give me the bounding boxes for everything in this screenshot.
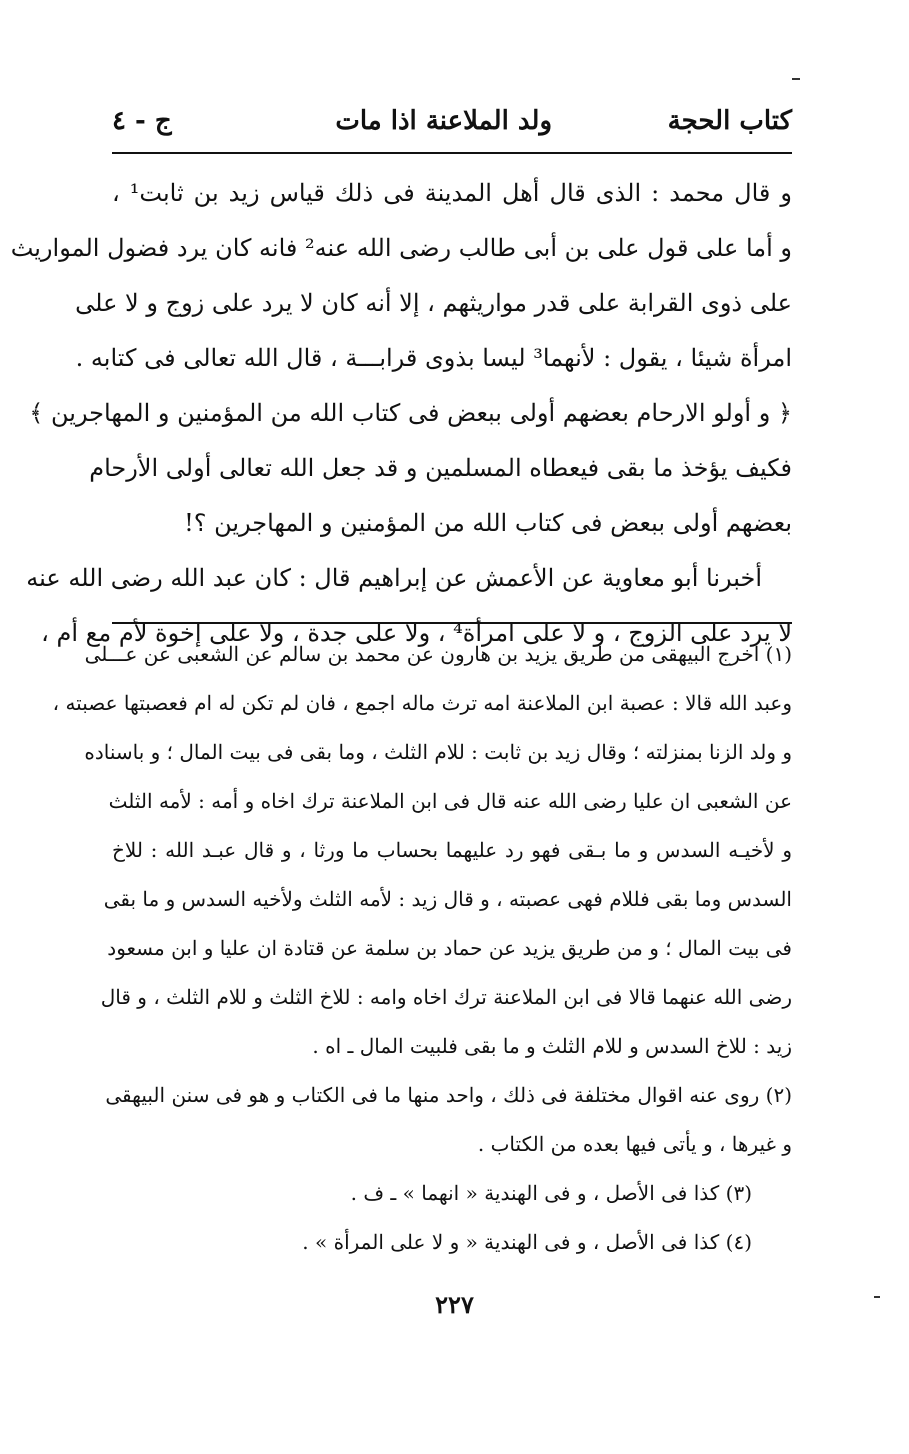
footnote-line: (٤) كذا فى الأصل ، و فى الهندية « و لا على المرأة » . (302, 1230, 752, 1254)
scan-speck (792, 78, 800, 80)
page-number: ٢٢٧ (435, 1290, 474, 1319)
main-text (10, 166, 792, 661)
footnote-line: (٣) كذا فى الأصل ، و فى الهندية « انهما » ـ ف . (350, 1181, 752, 1205)
footnote-line: عن الشعبى ان عليا رضى الله عنه قال فى ابن الملاعنة ترك اخاه و أمه : لأمه الثلث (108, 789, 792, 813)
quran-verse-line: ﴿ و أولو الارحام بعضهم أولى ببعض فى كتاب الله من المؤمنين و المهاجرين ﴾ (29, 399, 792, 427)
footnote-line: و غيرها ، و يأتى فيها بعده من الكتاب . (477, 1132, 792, 1156)
footnote-line: و لأخيـه السدس و ما بـقى فهو رد عليهما بحساب ما ورثا ، و قال عبـد الله : للاخ (112, 838, 792, 862)
text-line: و قال محمد : الذى قال أهل المدينة فى ذلك قياس زيد بن ثابت¹ ، (112, 179, 792, 207)
footnotes (52, 630, 792, 1267)
footnote-line: فى بيت المال ؛ و من طريق يزيد عن حماد بن سلمة عن قتادة ان عليا و ابن مسعود (107, 936, 792, 960)
header-book-title: كتاب الحجة (667, 106, 792, 136)
footnote-line: (١) اخرج البيهقى من طريق يزيد بن هارون عن محمد بن سالم عن الشعبى عن عـــلى (84, 642, 792, 666)
header-rule (112, 152, 792, 154)
text-line: لا يرد على الزوج ، و لا على امرأة⁴ ، ولا على جدة ، ولا على إخوة لأم مع أم ، (41, 619, 792, 647)
text-line: بعضهم أولى ببعض فى كتاب الله من المؤمنين و المهاجرين ؟! (184, 509, 792, 537)
footnote-line: السدس وما بقى فللام فهى عصبته ، و قال زيد : لأمه الثلث ولأخيه السدس و ما بقى (103, 887, 792, 911)
footnote-line: (٢) روى عنه اقوال مختلفة فى ذلك ، واحد منها ما فى الكتاب و هو فى سنن البيهقى (105, 1083, 792, 1107)
text-line: أخبرنا أبو معاوية عن الأعمش عن إبراهيم قال : كان عبد الله رضى الله عنه (26, 564, 762, 592)
text-line: فكيف يؤخذ ما بقى فيعطاه المسلمين و قد جعل الله تعالى أولى الأرحام (89, 454, 792, 482)
footnote-line: و ولد الزنا بمنزلته ؛ وقال زيد بن ثابت : للام الثلث ، وما بقى فى بيت المال ؛ و باسناده (84, 740, 792, 764)
header-volume: ج - ٤ (112, 106, 172, 136)
running-header (112, 98, 792, 148)
footnote-line: رضى الله عنهما قالا فى ابن الملاعنة ترك اخاه وامه : للاخ الثلث و للام الثلث ، و قال (100, 985, 792, 1009)
footnote-rule (112, 622, 792, 624)
scan-speck (874, 1296, 880, 1298)
footnote-line: زيد : للاخ السدس و للام الثلث و ما بقى فلبيت المال ـ اه . (312, 1034, 792, 1058)
header-chapter-title: ولد الملاعنة اذا مات (335, 106, 552, 136)
text-line: و أما على قول على بن أبى طالب رضى الله عنه² فانه كان يرد فضول المواريث (10, 234, 792, 262)
text-line: على ذوى القرابة على قدر مواريثهم ، إلا أنه كان لا يرد على زوج و لا على (75, 289, 792, 317)
text-line: امرأة شيئا ، يقول : لأنهما³ ليسا بذوى قرابـــة ، قال الله تعالى فى كتابه . (75, 344, 792, 372)
footnote-line: وعبد الله قالا : عصبة ابن الملاعنة امه ترث ماله اجمع ، فان لم تكن له ام فعصبتها عصبته ، (52, 691, 792, 715)
